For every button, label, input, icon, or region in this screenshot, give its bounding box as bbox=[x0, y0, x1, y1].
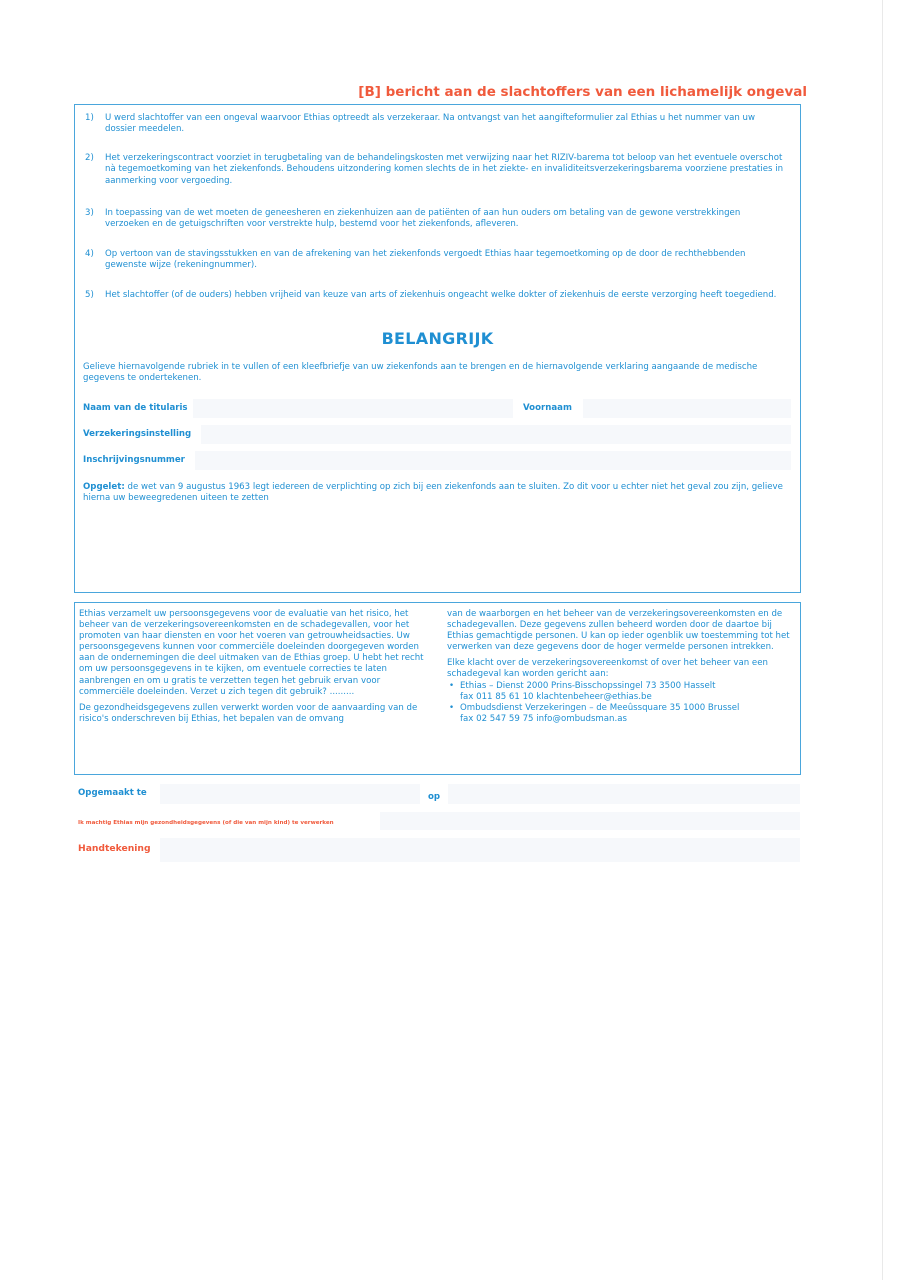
item-number: 1) bbox=[85, 113, 94, 123]
signature-field[interactable] bbox=[160, 838, 800, 862]
page-edge-line bbox=[882, 0, 883, 1280]
privacy-paragraph: Ethias verzamelt uw persoonsgegevens voor de evaluatie van het risico, het beheer van de verzekeringsovereenkomsten en de schadegevallen, voor het promoten van haar diensten en voor het voeren van getrouwheidsacties. Uw persoonsgegevens kunnen voor commerciële doeleinden doorgegeven worden aan de ondernemingen die deel uitmaken van de Ethias groep. U hebt het recht om uw persoonsgegevens in te kijken, om eventuele correcties te laten aanbrengen en om u gratis te verzetten tegen het gebruik ervan voor commerciële doeleinden. Verzet u zich tegen dit gebruik? ......... bbox=[79, 609, 424, 697]
contact-line: fax 011 85 61 10 klachtenbeheer@ethias.be bbox=[460, 691, 652, 702]
warning-text bbox=[83, 482, 798, 505]
health-data-paragraph: De gezondheidsgegevens zullen verwerkt worden voor de aanvaarding van de risico's onderschreven bij Ethias, het bepalen van de omvang bbox=[79, 702, 418, 724]
holder-name-label: Naam van de titularis bbox=[83, 403, 188, 413]
item-number: 2) bbox=[85, 153, 94, 163]
contact-line: Ombudsdienst Verzekeringen – de Meeûssquare 35 1000 Brussel bbox=[460, 702, 740, 713]
date-field[interactable] bbox=[448, 784, 800, 804]
consent-field[interactable] bbox=[380, 812, 800, 830]
item-number: 4) bbox=[85, 249, 94, 259]
bullet-icon: • bbox=[449, 702, 455, 713]
list-item bbox=[85, 249, 785, 272]
consent-statement: Ik machtig Ethias mijn gezondheidsgegevens (of die van mijn kind) te verwerken bbox=[78, 820, 334, 826]
item-text: In toepassing van de wet moeten de geneesheren en ziekenhuizen aan de patiënten of aan hun ouders om betaling van de gewone verstrekkingen verzoeken en de getuigschriften voor verstrekte hulp, bestemd voor het ziekenfonds, afleveren. bbox=[105, 208, 741, 230]
item-number: 3) bbox=[85, 208, 94, 218]
contact-line: fax 02 547 59 75 info@ombudsman.as bbox=[460, 713, 627, 724]
privacy-right-column bbox=[447, 609, 795, 725]
list-item bbox=[85, 113, 785, 136]
item-text: U werd slachtoffer van een ongeval waarvoor Ethias optreedt als verzekeraar. Na ontvangst van het aangifteformulier zal Ethias u het nummer van uw dossier meedelen. bbox=[105, 113, 756, 135]
item-text: Het slachtoffer (of de ouders) hebben vrijheid van keuze van arts of ziekenhuis ongeacht welke dokter of ziekenhuis de eerste verzorging heeft toegediend. bbox=[105, 290, 777, 300]
made-at-label: Opgemaakt te bbox=[78, 788, 147, 798]
item-number: 5) bbox=[85, 290, 94, 300]
signature-label: Handtekening bbox=[78, 843, 151, 854]
first-name-label: Voornaam bbox=[523, 403, 572, 413]
important-heading: BELANGRIJK bbox=[381, 329, 494, 348]
holder-name-field[interactable] bbox=[193, 399, 513, 418]
insurer-row bbox=[83, 425, 793, 445]
bullet-icon: • bbox=[449, 680, 455, 691]
first-name-field[interactable] bbox=[583, 399, 791, 418]
contact-ethias bbox=[447, 681, 795, 703]
insurer-field[interactable] bbox=[201, 425, 791, 444]
item-text: Het verzekeringscontract voorziet in terugbetaling van de behandelingskosten met verwijzing naar het RIZIV-barema tot beloop van het eventuele overschot nà tegemoetkoming van het ziekenfonds. Behoudens uitzondering komen slechts de in het ziekte- en invaliditeitsverzekeringsbarema voorziene prestaties in aanmerking voor vergoeding. bbox=[105, 153, 784, 186]
list-item bbox=[85, 208, 785, 231]
important-intro: Gelieve hiernavolgende rubriek in te vullen of een kleefbriefje van uw ziekenfonds aan te brengen en de hiernavolgende verklaring aangaande de medische gegevens te ondertekenen. bbox=[83, 362, 758, 384]
registration-row bbox=[83, 451, 793, 471]
privacy-box bbox=[74, 602, 801, 775]
insurer-label: Verzekeringsinstelling bbox=[83, 429, 192, 439]
registration-number-label: Inschrijvingsnummer bbox=[83, 455, 185, 465]
made-at-field[interactable] bbox=[160, 784, 420, 804]
date-label: op bbox=[428, 792, 441, 802]
holder-row bbox=[83, 399, 793, 419]
warning-label: Opgelet: bbox=[83, 482, 125, 492]
registration-number-field[interactable] bbox=[195, 451, 791, 470]
list-item bbox=[85, 153, 785, 187]
item-text: Op vertoon van de stavingsstukken en van de afrekening van het ziekenfonds vergoedt Ethias haar tegemoetkoming op de door de rechthebbenden gewenste wijze (rekeningnummer). bbox=[105, 249, 746, 271]
info-box bbox=[74, 104, 801, 593]
contact-line: Ethias – Dienst 2000 Prins-Bisschopssingel 73 3500 Hasselt bbox=[460, 680, 716, 691]
warning-body: de wet van 9 augustus 1963 legt iedereen de verplichting op zich bij een ziekenfonds aan te sluiten. Zo dit voor u echter niet het geval zou zijn, gelieve hierna uw beweegredenen uiteen te zetten bbox=[83, 482, 783, 504]
contact-ombudsman bbox=[447, 703, 795, 725]
privacy-left-column bbox=[79, 609, 431, 730]
complaint-paragraph: Elke klacht over de verzekeringsovereenkomst of over het beheer van een schadegeval kan worden gericht aan: bbox=[447, 658, 768, 680]
form-section-title: [B] bericht aan de slachtoffers van een lichamelijk ongeval bbox=[358, 84, 807, 100]
consent-paragraph: van de waarborgen en het beheer van de verzekeringsovereenkomsten en de schadegevallen. Deze gegevens zullen beheerd worden door de daartoe bij Ethias gemachtigde personen. U kan op ieder ogenblik uw toestemming tot het verwerken van deze gegevens door de hoger vermelde personen intrekken. bbox=[447, 609, 790, 653]
list-item bbox=[85, 290, 785, 301]
